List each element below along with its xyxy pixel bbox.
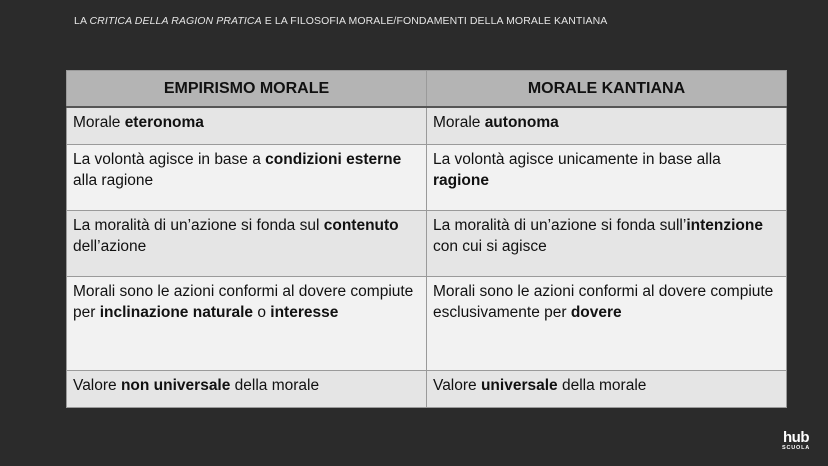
table-cell: La moralità di un’azione si fonda sull’intenzione con cui si agisce: [427, 211, 787, 277]
hub-scuola-logo: [782, 431, 810, 452]
table-cell: Morali sono le azioni conformi al dovere compiute esclusivamente per dovere: [427, 277, 787, 371]
table-cell: Morali sono le azioni conformi al dovere compiute per inclinazione naturale o interesse: [67, 277, 427, 371]
table-row: [67, 371, 787, 408]
title-prefix: LA: [74, 15, 90, 27]
table-cell: La volontà agisce in base a condizioni esterne alla ragione: [67, 145, 427, 211]
table-row: [67, 211, 787, 277]
table-cell: La moralità di un’azione si fonda sul contenuto dell’azione: [67, 211, 427, 277]
logo-main: hub: [783, 429, 810, 446]
table-cell: Valore non universale della morale: [67, 371, 427, 408]
title-italic: CRITICA DELLA RAGION PRATICA: [89, 15, 262, 27]
slide-title: [74, 15, 607, 27]
table-cell: Morale autonoma: [427, 107, 787, 145]
table-header-row: [67, 71, 787, 108]
table-cell: Morale eteronoma: [67, 107, 427, 145]
table-cell: Valore universale della morale: [427, 371, 787, 408]
title-suffix: E LA FILOSOFIA MORALE/FONDAMENTI DELLA MORALE KANTIANA: [261, 15, 608, 27]
table-cell: La volontà agisce unicamente in base alla ragione: [427, 145, 787, 211]
logo-sub: SCUOLA: [782, 445, 811, 451]
comparison-table: [66, 70, 787, 408]
table-row: [67, 145, 787, 211]
column-header-kantiana: MORALE KANTIANA: [427, 71, 787, 108]
table-row: [67, 277, 787, 371]
table-row: [67, 107, 787, 145]
column-header-empirismo: EMPIRISMO MORALE: [67, 71, 427, 108]
